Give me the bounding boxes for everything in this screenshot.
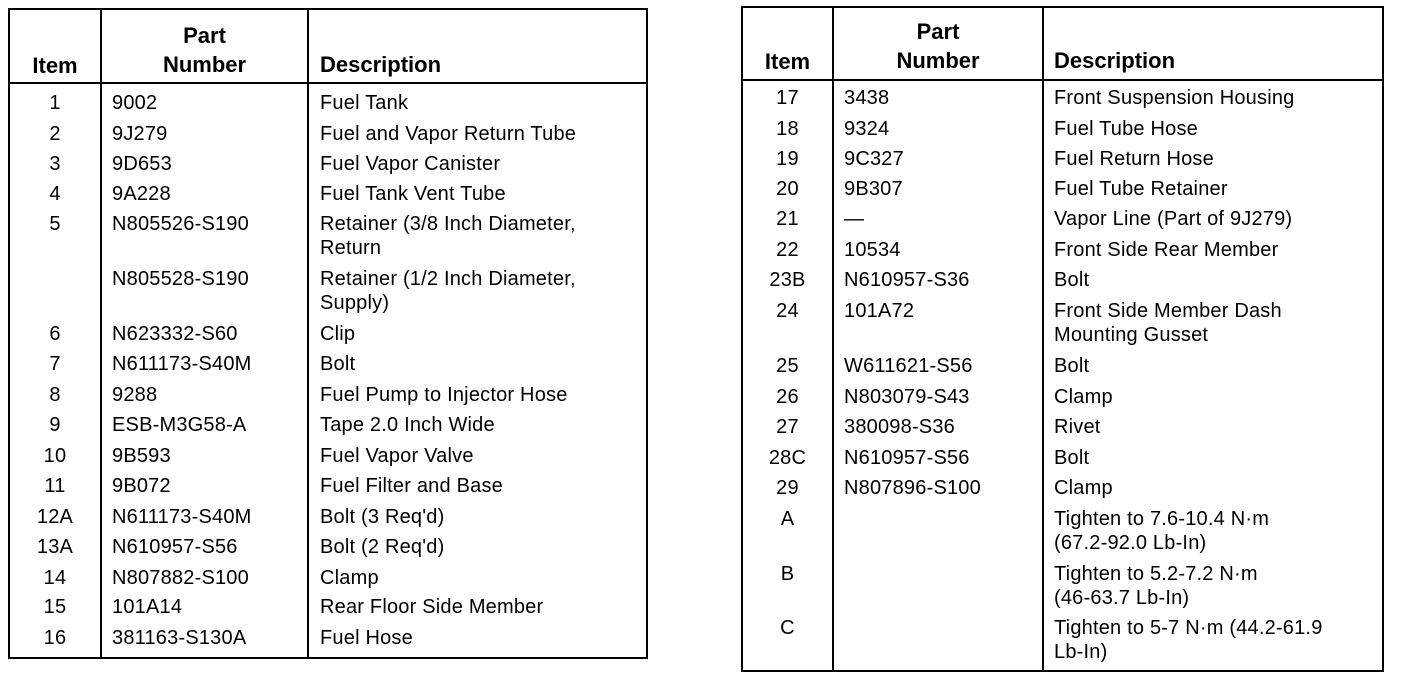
item-cell: 7	[49, 353, 61, 375]
part-number-cell: 9C327	[844, 148, 904, 170]
part-number-cell: N610957-S56	[844, 447, 970, 469]
part-number-cell: 10534	[844, 239, 901, 261]
part-number-cell: 9A228	[112, 183, 171, 205]
item-cell: 11	[44, 475, 66, 497]
item-cell: 28C	[768, 447, 807, 469]
part-number-cell: N803079-S43	[844, 386, 970, 408]
item-cell: 4	[49, 183, 61, 205]
column-divider	[307, 10, 309, 657]
description-cell: Bolt	[1054, 355, 1090, 377]
header-part-line1: Part	[183, 23, 226, 48]
part-number-cell: N807896-S100	[844, 477, 981, 499]
item-cell: 15	[43, 596, 67, 618]
part-number-cell: N610957-S36	[844, 269, 970, 291]
item-cell: 13A	[36, 536, 74, 558]
header-part-line2: Number	[896, 48, 980, 73]
header-item: Item	[32, 53, 78, 78]
part-number-cell: ESB-M3G58-A	[112, 414, 247, 436]
part-number-cell: 9B593	[112, 445, 171, 467]
part-number-cell: 9D653	[112, 153, 172, 175]
description-cell: Fuel Tube Hose	[1054, 118, 1198, 140]
description-cell: Fuel Hose	[320, 627, 413, 649]
part-number-cell: 101A72	[844, 300, 915, 322]
description-cell: Tighten to 7.6-10.4 N·m (67.2-92.0 Lb-In)	[1054, 508, 1270, 554]
part-number-cell: 380098-S36	[844, 416, 955, 438]
item-cell: 18	[776, 118, 799, 140]
description-cell: Fuel Pump to Injector Hose	[320, 384, 568, 406]
item-cell: 12A	[36, 506, 74, 528]
item-cell: 22	[776, 239, 799, 261]
part-number-cell: W611621-S56	[844, 355, 973, 377]
header-description: Description	[320, 52, 442, 77]
part-number-cell: N805526-S190	[112, 213, 249, 235]
item-cell: 10	[43, 445, 67, 467]
item-cell: 27	[776, 416, 799, 438]
description-cell: Clip	[320, 323, 356, 345]
item-cell: 23B	[769, 269, 806, 291]
description-cell: Bolt	[320, 353, 356, 375]
description-cell: Clamp	[320, 567, 379, 589]
item-cell: 26	[776, 386, 799, 408]
item-cell: 2	[49, 123, 61, 145]
item-cell: 24	[776, 300, 799, 322]
description-cell: Tighten to 5.2-7.2 N·m (46-63.7 Lb-In)	[1054, 563, 1258, 609]
item-cell: 25	[776, 355, 799, 377]
description-cell: Fuel Return Hose	[1054, 148, 1214, 170]
header-part-line1: Part	[916, 19, 960, 44]
description-cell: Fuel Filter and Base	[320, 475, 503, 497]
part-number-cell: N611173-S40M	[112, 506, 252, 528]
description-cell: Bolt	[1054, 269, 1090, 291]
description-cell: Front Side Member Dash Mounting Gusset	[1054, 300, 1282, 346]
column-divider	[100, 10, 102, 657]
item-cell: 16	[43, 627, 67, 649]
part-number-cell: N610957-S56	[112, 536, 238, 558]
part-number-cell: 101A14	[112, 596, 183, 618]
part-number-cell: 9288	[112, 384, 158, 406]
item-cell: 1	[49, 92, 61, 114]
description-cell: Fuel Vapor Valve	[320, 445, 474, 467]
column-divider	[832, 8, 834, 670]
description-cell: Tape 2.0 Inch Wide	[320, 414, 495, 436]
description-cell: Fuel and Vapor Return Tube	[320, 123, 577, 145]
description-cell: Fuel Vapor Canister	[320, 153, 501, 175]
item-cell: B	[780, 563, 795, 585]
description-cell: Retainer (3/8 Inch Diameter, Return	[320, 213, 576, 259]
part-number-cell: —	[844, 208, 865, 230]
description-cell: Fuel Tank	[320, 92, 409, 114]
description-cell: Retainer (1/2 Inch Diameter, Supply)	[320, 268, 576, 314]
item-cell: 8	[49, 384, 61, 406]
description-cell: Bolt	[1054, 447, 1090, 469]
part-number-cell: 9B072	[112, 475, 171, 497]
item-cell: C	[780, 617, 795, 639]
description-cell: Fuel Tank Vent Tube	[320, 183, 506, 205]
header-part-line2: Number	[162, 52, 247, 77]
item-cell: 6	[49, 323, 61, 345]
description-cell: Clamp	[1054, 386, 1113, 408]
parts-table-right	[741, 6, 1384, 672]
part-number-cell: 9J279	[112, 123, 168, 145]
header-description: Description	[1054, 48, 1176, 73]
item-cell: 14	[43, 567, 67, 589]
parts-table-left	[8, 8, 648, 659]
part-number-cell: N807882-S100	[112, 567, 249, 589]
item-cell: A	[780, 508, 795, 530]
part-number-cell: N611173-S40M	[112, 353, 252, 375]
description-cell: Rivet	[1054, 416, 1101, 438]
part-number-cell: N805528-S190	[112, 268, 249, 290]
item-cell: 9	[49, 414, 61, 436]
item-cell: 5	[49, 213, 61, 235]
item-cell: 20	[776, 178, 799, 200]
column-divider	[1042, 8, 1044, 670]
header-divider	[10, 82, 646, 84]
part-number-cell: 9B307	[844, 178, 903, 200]
part-number-cell: N623332-S60	[112, 323, 238, 345]
description-cell: Front Side Rear Member	[1054, 239, 1279, 261]
description-cell: Bolt (2 Req'd)	[320, 536, 445, 558]
description-cell: Rear Floor Side Member	[320, 596, 544, 618]
item-cell: 17	[776, 87, 799, 109]
header-item: Item	[764, 49, 811, 74]
description-cell: Clamp	[1054, 477, 1113, 499]
item-cell: 29	[776, 477, 799, 499]
item-cell: 21	[776, 208, 799, 230]
description-cell: Bolt (3 Req'd)	[320, 506, 445, 528]
header-divider	[743, 79, 1382, 81]
description-cell: Vapor Line (Part of 9J279)	[1054, 208, 1293, 230]
part-number-cell: 381163-S130A	[112, 627, 247, 649]
description-cell: Tighten to 5-7 N·m (44.2-61.9 Lb-In)	[1054, 617, 1323, 663]
description-cell: Front Suspension Housing	[1054, 87, 1295, 109]
part-number-cell: 9324	[844, 118, 890, 140]
description-cell: Fuel Tube Retainer	[1054, 178, 1228, 200]
part-number-cell: 9002	[112, 92, 158, 114]
part-number-cell: 3438	[844, 87, 890, 109]
item-cell: 19	[776, 148, 799, 170]
item-cell: 3	[49, 153, 61, 175]
